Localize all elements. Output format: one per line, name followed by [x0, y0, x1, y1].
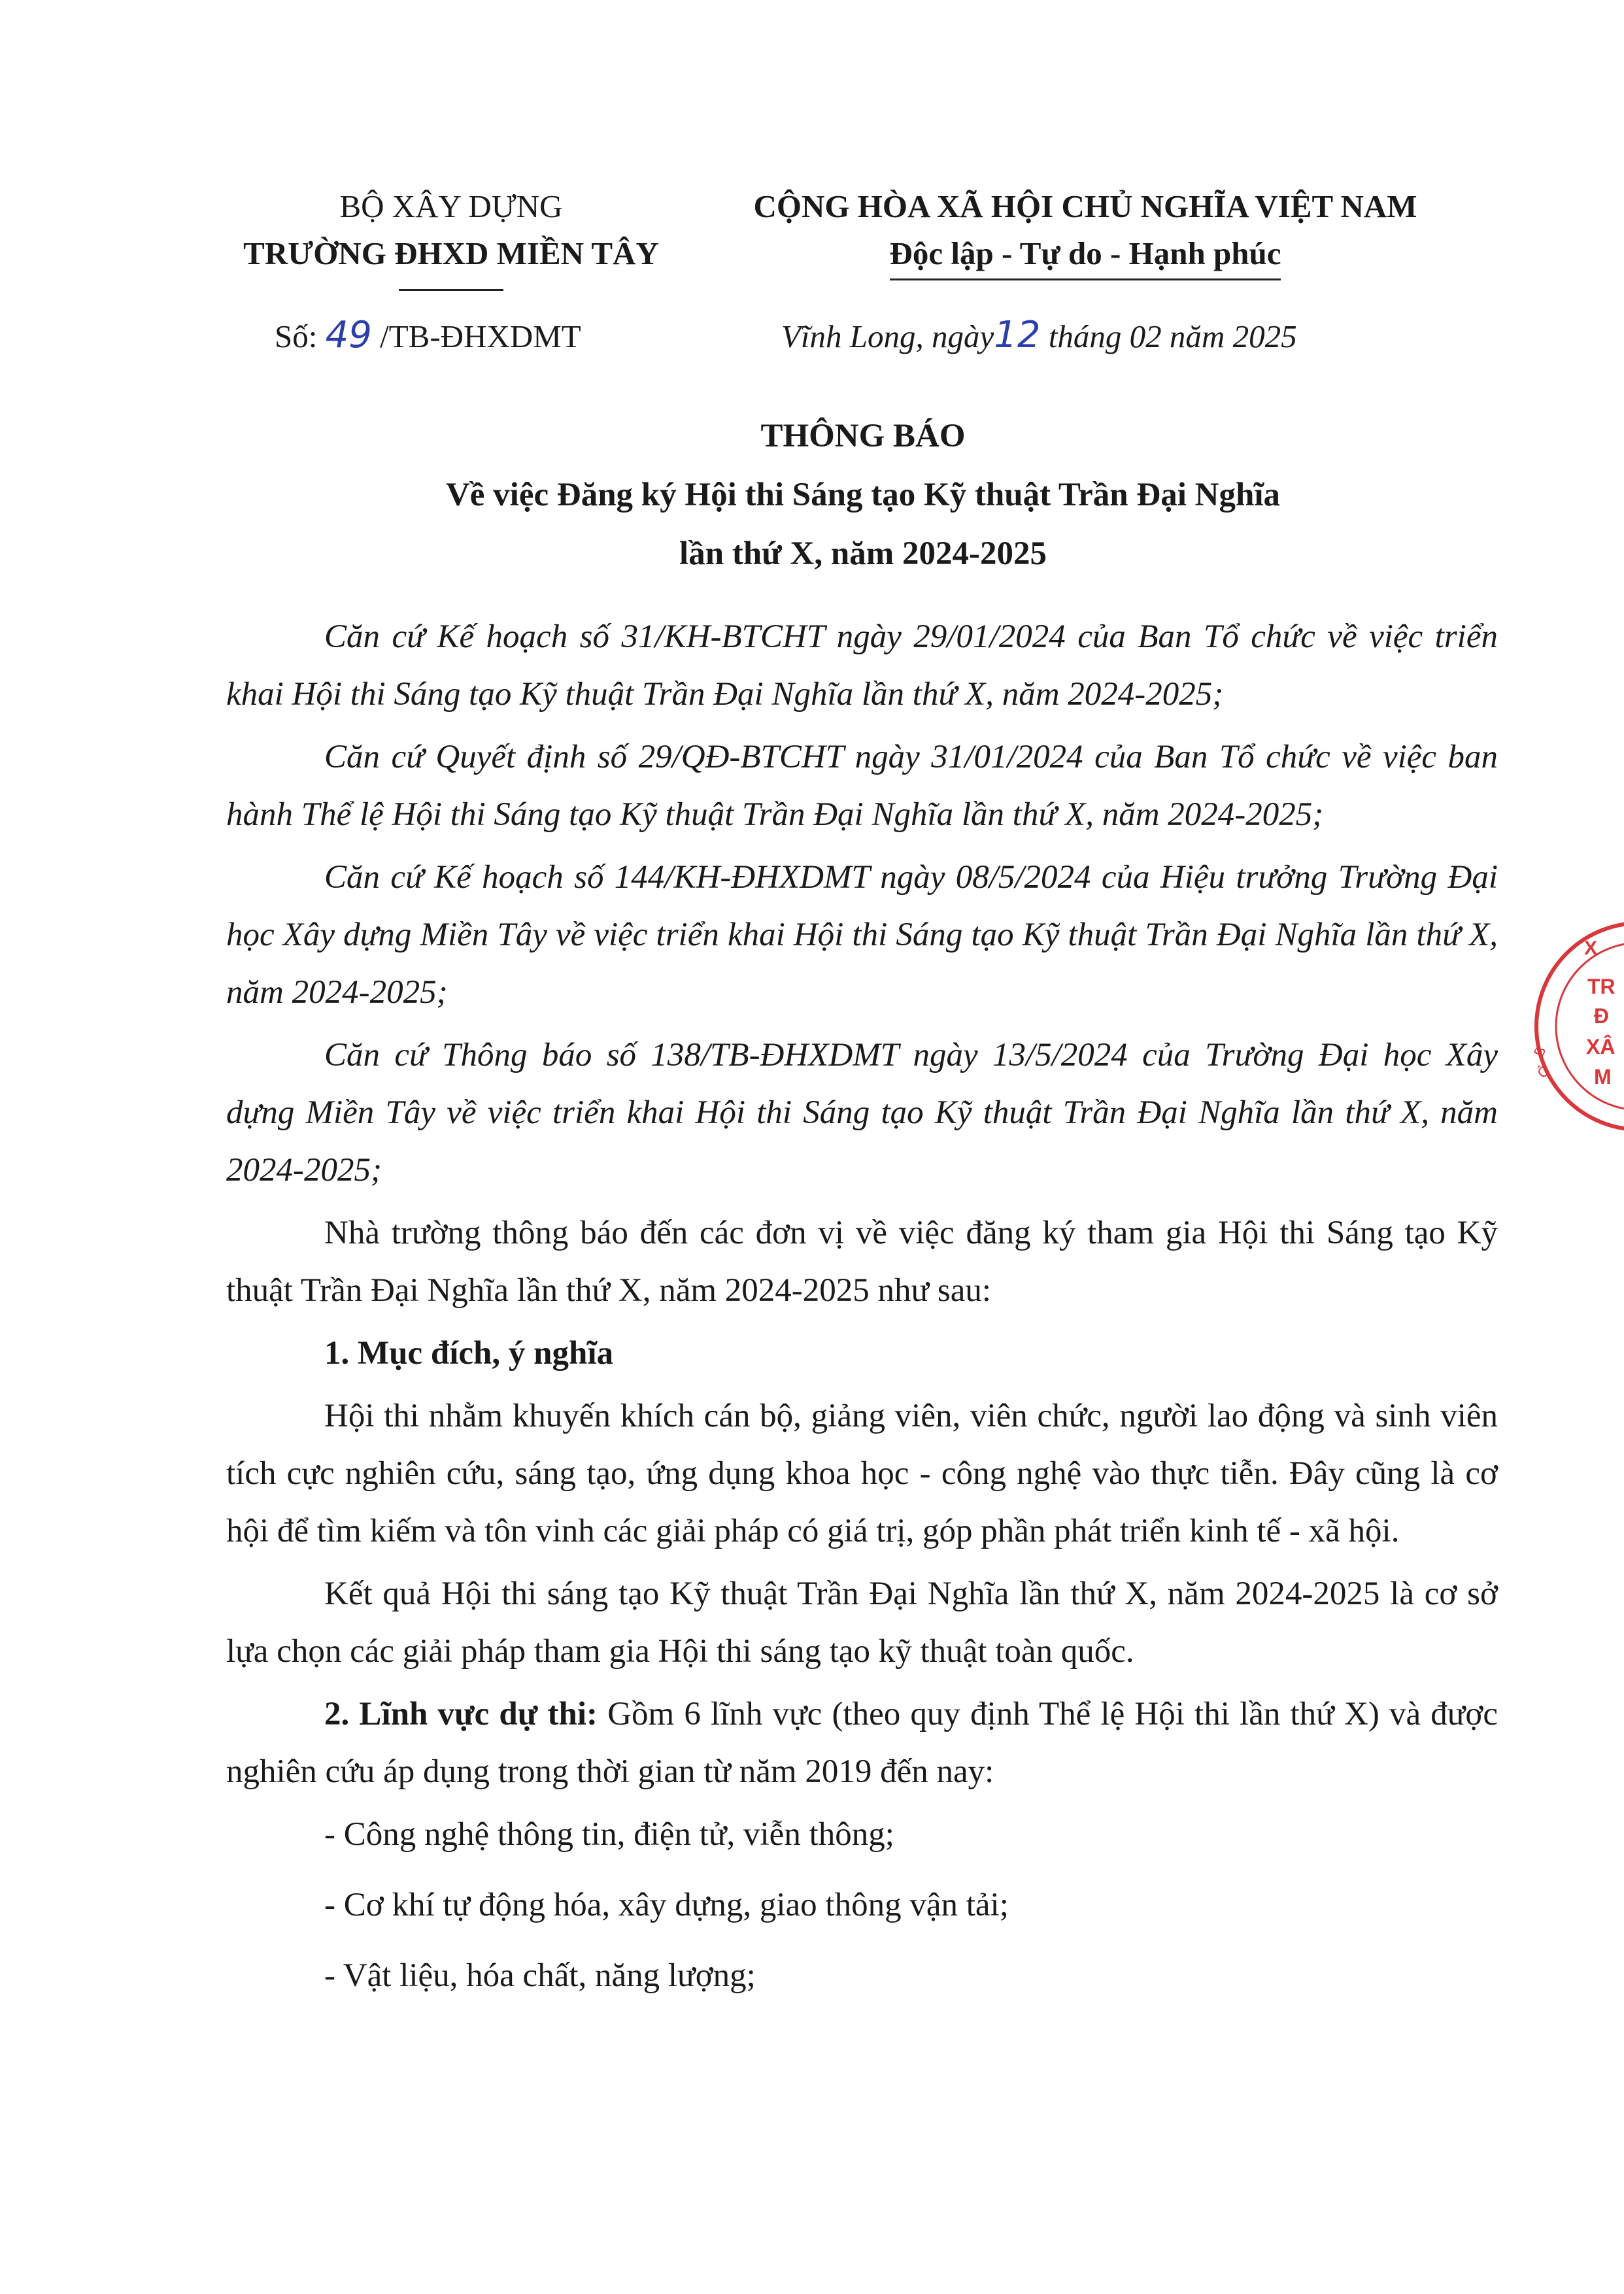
national-motto: Độc lập - Tự do - Hạnh phúc — [890, 230, 1281, 280]
date-suffix: tháng 02 năm 2025 — [1048, 318, 1297, 354]
national-header — [706, 183, 1464, 280]
title-line-2: Về việc Đăng ký Hội thi Sáng tạo Kỹ thuật Trần Đại Nghĩa — [445, 477, 1281, 513]
legal-basis-4: Căn cứ Thông báo số 138/TB-ĐHXDMT ngày 13/5/2024 của Trường Đại học Xây dựng Miền Tây về việc triển khai Hội thi Sáng tạo Kỹ thuật Trần Đại Nghĩa lần thứ X, năm 2024-2025; — [226, 1037, 1498, 1189]
svg-text:M: M — [1594, 1065, 1612, 1088]
svg-text:B: B — [1530, 1043, 1549, 1060]
nation-name: CỘNG HÒA XÃ HỘI CHỦ NGHĨA VIỆT NAM — [753, 188, 1417, 224]
title-line-3: lần thứ X, năm 2024-2025 — [679, 535, 1047, 572]
svg-text:Ộ: Ộ — [1534, 1062, 1553, 1082]
section-1-paragraph-1: Hội thi nhằm khuyến khích cán bộ, giảng viên, viên chức, người lao động và sinh viên tích cực nghiên cứu, sáng tạo, ứng dụng khoa học - công nghệ vào thực tiễn. Đây cũng là cơ hội để tìm kiếm và tôn vinh các giải pháp có giá trị, góp phần phát triển kinh tế - xã hội. — [226, 1398, 1498, 1549]
field-item-3: - Vật liệu, hóa chất, năng lượng; — [324, 1957, 756, 1994]
intro-paragraph: Nhà trường thông báo đến các đơn vị về việc đăng ký tham gia Hội thi Sáng tạo Kỹ thuật Trần Đại Nghĩa lần thứ X, năm 2024-2025 như sau: — [226, 1215, 1498, 1309]
org-underline — [399, 289, 503, 291]
document-body — [226, 608, 1498, 2017]
svg-text:X: X — [1584, 937, 1598, 959]
svg-text:XÂ: XÂ — [1586, 1035, 1616, 1058]
date-prefix: Vĩnh Long, ngày — [781, 318, 994, 354]
section-2-heading: 2. Lĩnh vực dự thi: — [324, 1696, 598, 1732]
document-number — [275, 312, 581, 360]
legal-basis-1: Căn cứ Kế hoạch số 31/KH-BTCHT ngày 29/01/2024 của Ban Tổ chức về việc triển khai Hội thi Sáng tạo Kỹ thuật Trần Đại Nghĩa lần thứ X, năm 2024-2025; — [226, 618, 1498, 713]
issuing-organization — [196, 183, 706, 277]
section-2-text: Gồm 6 lĩnh vực (theo quy định Thể lệ Hội thi lần thứ X) và được nghiên cứu áp dụng trong thời gian từ năm 2019 đến nay: — [226, 1696, 1498, 1790]
svg-text:TR: TR — [1587, 975, 1616, 998]
svg-text:Đ: Đ — [1594, 1004, 1610, 1028]
title-line-1: THÔNG BÁO — [760, 418, 966, 454]
school-name: TRƯỜNG ĐHXD MIỀN TÂY — [243, 235, 659, 271]
issue-date — [781, 312, 1297, 360]
field-item-1: - Công nghệ thông tin, điện tử, viễn thông; — [324, 1816, 894, 1853]
legal-basis-3: Căn cứ Kế hoạch số 144/KH-ĐHXDMT ngày 08/5/2024 của Hiệu trưởng Trường Đại học Xây dựng Miền Tây về việc triển khai Hội thi Sáng tạo Kỹ thuật Trần Đại Nghĩa lần thứ X, năm 2024-2025; — [226, 859, 1498, 1011]
legal-basis-2: Căn cứ Quyết định số 29/QĐ-BTCHT ngày 31/01/2024 của Ban Tổ chức về việc ban hành Thể lệ Hội thi Sáng tạo Kỹ thuật Trần Đại Nghĩa lần thứ X, năm 2024-2025; — [226, 739, 1498, 833]
document-title — [196, 407, 1530, 583]
date-day-handwritten: 12 — [994, 314, 1041, 356]
field-item-2: - Cơ khí tự động hóa, xây dựng, giao thông vận tải; — [324, 1887, 1009, 1923]
section-2-paragraph — [226, 1685, 1498, 1800]
doc-number-suffix: /TB-ĐHXDMT — [380, 318, 581, 354]
doc-number-handwritten: 49 — [325, 314, 372, 356]
ministry-name: BỘ XÂY DỰNG — [339, 188, 563, 224]
red-seal-fragment — [1515, 915, 1624, 1138]
section-1-paragraph-2: Kết quả Hội thi sáng tạo Kỹ thuật Trần Đại Nghĩa lần thứ X, năm 2024-2025 là cơ sở lựa chọn các giải pháp tham gia Hội thi sáng tạo kỹ thuật toàn quốc. — [226, 1576, 1498, 1670]
doc-number-prefix: Số: — [275, 318, 318, 354]
section-1-heading: 1. Mục đích, ý nghĩa — [324, 1335, 614, 1372]
